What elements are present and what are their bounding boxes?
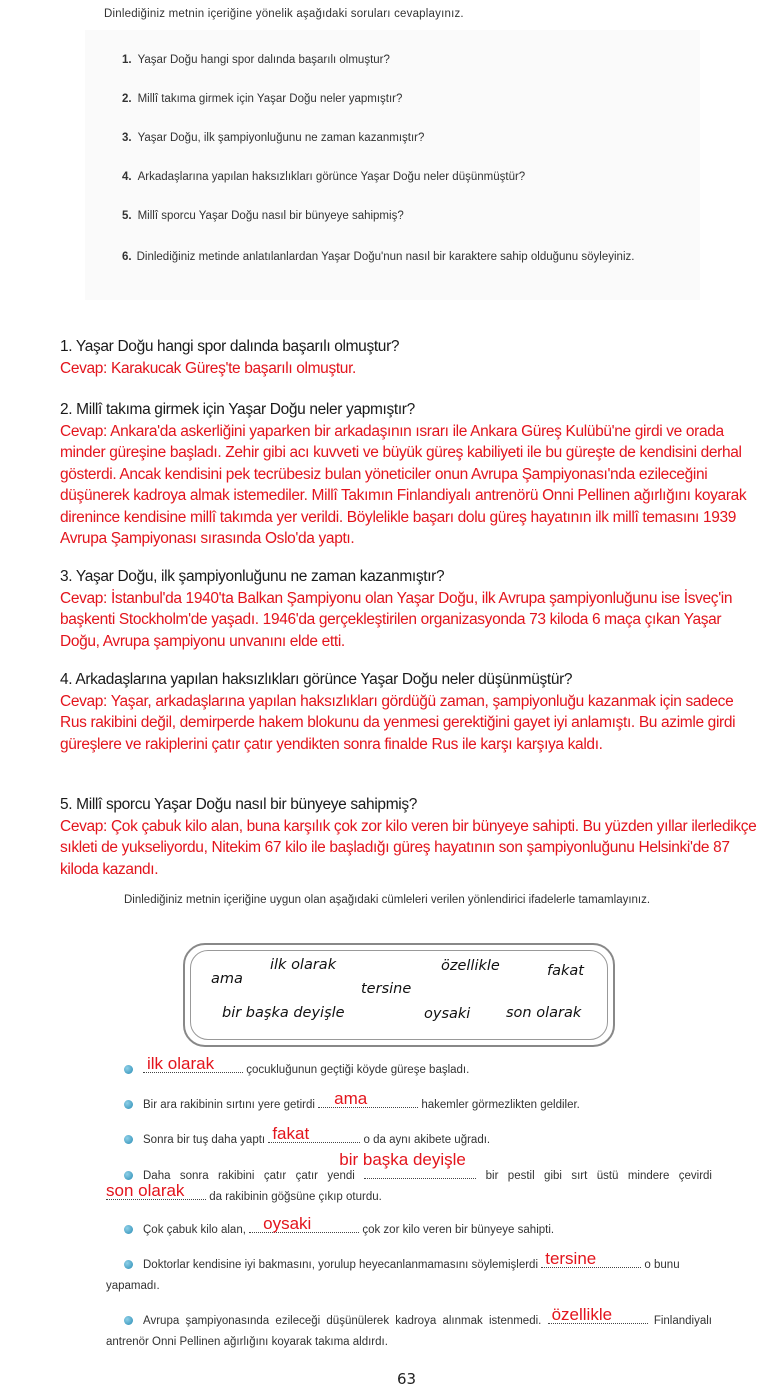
word-bank-item: ama [211, 971, 243, 987]
question-number: 5. [122, 210, 132, 222]
answer-blank[interactable] [318, 1089, 418, 1108]
filled-answer: son olarak [106, 1181, 185, 1200]
filled-answer: bir başka deyişle [339, 1150, 466, 1169]
fill-instruction: Dinlediğiniz metnin içeriğine uygun olan aşağıdaki cümleleri verilen yönlendirici ifadelerle tamamlayınız. [124, 894, 651, 906]
bullet-icon [124, 1260, 133, 1269]
question-2 [122, 93, 402, 105]
bullet-icon [124, 1225, 133, 1234]
word-bank-item: son olarak [506, 1005, 582, 1021]
filled-answer: ilk olarak [147, 1054, 215, 1073]
sentence-text: Daha sonra rakibini çatır çatır yendi [143, 1170, 355, 1182]
answer-text: Cevap: Yaşar, arkadaşlarına yapılan haksızlıkları gördüğü zaman, şampiyonluğu kazanmak için sadece Rus rakibini değil, demirperde hakem blokunu da yenmesi gerektiğini gayet iyi anlamıştı. Bu azimle girdi güreşlere ve rakiplerini çatır çatır yendikten sonra finalde Rus ile karşı karşıya kaldı. [60, 692, 736, 753]
word-bank-item: oysaki [424, 1006, 471, 1022]
question-number: 1. [122, 54, 132, 66]
sentence-text: o bunu yapamadı. [106, 1259, 680, 1292]
bullet-icon [124, 1135, 133, 1144]
answer-blank[interactable] [339, 1150, 476, 1179]
question-text: Yaşar Doğu hangi spor dalında başarılı olmuştur? [137, 54, 390, 66]
question-1 [122, 54, 390, 66]
question-6 [104, 248, 676, 267]
word-bank-item: tersine [361, 981, 412, 997]
answer-blank[interactable] [548, 1305, 648, 1324]
filled-answer: fakat [272, 1124, 310, 1143]
sentence-text: o da aynı akibete uğradı. [363, 1134, 491, 1146]
word-bank-item: bir başka deyişle [222, 1005, 345, 1021]
sentence-text: hakemler görmezlikten geldiler. [421, 1099, 580, 1111]
filled-answer: oysaki [263, 1214, 312, 1233]
answer-question: 1. Yaşar Doğu hangi spor dalında başarılı olmuştur? [60, 338, 400, 355]
question-text: Yaşar Doğu, ilk şampiyonluğunu ne zaman kazanmıştır? [137, 132, 425, 144]
fill-sentence-6 [106, 1249, 712, 1297]
question-4 [122, 171, 525, 183]
answer-question: 4. Arkadaşlarına yapılan haksızlıkları görünce Yaşar Doğu neler düşünmüştür? [60, 671, 573, 688]
fill-sentence-7 [106, 1305, 712, 1353]
bullet-icon [124, 1065, 133, 1074]
sentence-text: Çok çabuk kilo alan, [143, 1224, 246, 1236]
answer-text: Cevap: Çok çabuk kilo alan, buna karşılık çok zor kilo veren bir bünyeye sahipti. Bu yüzden yıllar ilerledikçe sıkleti de yukseliyordu, Nitekim 67 kilo ile başladığı güreş hayatının son şampiyonluğunu Helsinki'de 87 kiloda kazandı. [60, 817, 757, 878]
answer-blank[interactable] [268, 1124, 360, 1143]
sentence-text: çocukluğunun geçtiği köyde güreşe başladı. [246, 1064, 470, 1076]
question-number: 4. [122, 171, 132, 183]
fill-sentence-1 [106, 1054, 712, 1080]
word-bank-item: özellikle [441, 958, 500, 974]
fill-sentence-5 [106, 1214, 712, 1240]
answer-block-5 [60, 794, 760, 880]
answer-question: 2. Millî takıma girmek için Yaşar Doğu neler yapmıştır? [60, 401, 415, 418]
question-3 [122, 132, 424, 144]
sentence-text: çok zor kilo veren bir bünyeye sahipti. [362, 1224, 555, 1236]
filled-answer: tersine [545, 1249, 597, 1268]
answer-block-4 [60, 669, 760, 755]
bullet-icon [124, 1316, 133, 1325]
sentence-text: Doktorlar kendisine iyi bakmasını, yorulup heyecanlanmamasını söylemişlerdi [143, 1259, 539, 1271]
question-number: 3. [122, 132, 132, 144]
question-text: Millî takıma girmek için Yaşar Doğu neler yapmıştır? [137, 93, 403, 105]
answer-text: Cevap: Karakucak Güreş'te başarılı olmuştur. [60, 359, 356, 377]
answer-question: 5. Millî sporcu Yaşar Doğu nasıl bir bünyeye sahipmiş? [60, 796, 418, 813]
fill-sentence-3 [106, 1124, 712, 1150]
fill-sentence-4 [106, 1150, 712, 1208]
sentence-text: Bir ara rakibinin sırtını yere getirdi [143, 1099, 315, 1111]
question-number: 6. [122, 251, 132, 263]
answer-blank[interactable] [541, 1249, 641, 1268]
page-number: 63 [397, 1370, 417, 1388]
answer-text: Cevap: İstanbul'da 1940'ta Balkan Şampiyonu olan Yaşar Doğu, ilk Avrupa şampiyonluğunu ise İsveç'in başkenti Stockholm'de yaşadı. 1946'da gerçekleştirilen organizasyonda 73 kiloda 6 maça çıkan Yaşar Doğu, Avrupa şampiyonu unvanını elde etti. [60, 589, 733, 650]
question-text: Millî sporcu Yaşar Doğu nasıl bir bünyeye sahipmiş? [137, 210, 404, 222]
word-bank-item: ilk olarak [270, 957, 337, 973]
sentence-text: bir pestil gibi sırt üstü mindere çevirdi [485, 1170, 712, 1182]
bullet-icon [124, 1100, 133, 1109]
answer-text: Cevap: Ankara'da askerliğini yaparken bir arkadaşının ısrarı ile Ankara Güreş Kulübü'ne girdi ve orada minder güreşine başladı. Zehir gibi acı kuvveti ve büyük güreş kabiliyeti ile bu güreşte de kendisini derhal gösterdi. Ancak kendisini pek tecrübesiz bulan yöneticiler onun Avrupa Şampiyonası'nda ezileceğini düşünerek kadroya almak istemediler. Millî Takımın Finlandiyalı antrenörü Onni Pellinen ağırlığını koyarak direnince kendisine millî takımda yer verildi. Böylelikle başarı dolu güreş hayatının ilk millî temasını 1939 Avrupa Şampiyonası sırasında Oslo'da yaptı. [60, 422, 747, 547]
sentence-text: Sonra bir tuş daha yaptı [143, 1134, 266, 1146]
answer-blank[interactable] [106, 1181, 206, 1200]
bullet-icon [124, 1171, 133, 1180]
question-5 [122, 210, 404, 222]
fill-sentence-2 [106, 1089, 712, 1115]
filled-answer: özellikle [551, 1305, 613, 1324]
question-text: Arkadaşlarına yapılan haksızlıkları görünce Yaşar Doğu neler düşünmüştür? [137, 171, 526, 183]
answer-block-3 [60, 566, 760, 652]
filled-answer: ama [334, 1089, 368, 1108]
answer-blank[interactable] [249, 1214, 359, 1233]
sentence-text: Avrupa şampiyonasında ezileceği düşünülerek kadroya alınmak istenmedi. [143, 1315, 542, 1327]
sentence-text: da rakibinin göğsüne çıkıp oturdu. [209, 1191, 382, 1203]
sentence-text: Finlandiyalı antrenör Onni Pellinen ağırlığını koyarak takıma aldırdı. [106, 1315, 712, 1348]
answer-blank[interactable] [143, 1054, 243, 1073]
answer-block-1 [60, 336, 760, 379]
question-number: 2. [122, 93, 132, 105]
question-text: Dinlediğiniz metinde anlatılanlardan Yaşar Doğu'nun nasıl bir karaktere sahip olduğunu söyleyiniz. [136, 251, 635, 263]
word-bank-item: fakat [547, 963, 584, 979]
answer-block-2 [60, 399, 760, 550]
answer-question: 3. Yaşar Doğu, ilk şampiyonluğunu ne zaman kazanmıştır? [60, 568, 445, 585]
listening-instruction: Dinlediğiniz metnin içeriğine yönelik aşağıdaki soruları cevaplayınız. [104, 8, 464, 20]
